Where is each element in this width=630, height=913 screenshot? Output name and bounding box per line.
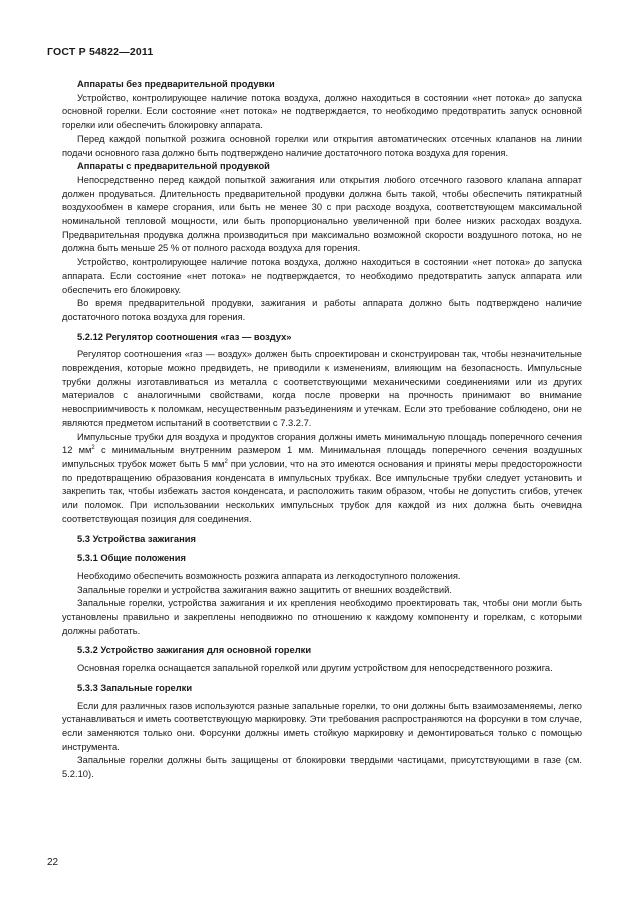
paragraph: Запальные горелки и устройства зажигания важно защитить от внешних воздействий. <box>77 584 452 595</box>
paragraph: Во время предварительной продувки, зажигания и работы аппарата должно быть подтверждено наличие достаточного потока воздуха для горения. <box>62 298 582 322</box>
heading-with-purge: Аппараты с предварительной продувкой <box>77 161 270 172</box>
text-part: с минимальным внутренним размером 1 мм. Минимальная площадь поперечного сечения воздушных импульсных трубок может быть 5 мм <box>62 445 582 469</box>
document-header: ГОСТ Р 54822—2011 <box>47 46 154 58</box>
paragraph: Основная горелка оснащается запальной горелкой или другим устройством для непосредственного розжига. <box>77 663 553 674</box>
paragraph: Запальные горелки должны быть защищены от блокировки твердыми частицами, присутствующими в газе (см. 5.2.10). <box>62 755 582 780</box>
text-part: при условии, что на это имеются основания и приняты меры предосторожности по предотвращению образования конденсата в импульсных трубках. Все импульсные трубки следует установить и закрепить так, чтобы избежать застоя конденсата, и расположить таким образом, чтобы не допустить сгибов, утечек или поломок. При использовании нескольких импульсных трубок для каждой из них должна быть очевидна соответствующая позиция для соединения. <box>62 458 582 524</box>
section-heading-5-2-12: 5.2.12 Регулятор соотношения «газ — воздух» <box>77 331 292 342</box>
paragraph: Регулятор соотношения «газ — воздух» должен быть спроектирован и сконструирован так, чтобы незначительные повреждения, которые можно предвидеть, не приводили к изменениям, влияющим на безопасность. Импульсные трубки должны изготавливаться из металла с соответствующими механическими соединениями или из других материалов с аналогичными свойствами, когда после проверки на прочность принимают во внимание невосприимчивость к поломкам, несущественным разъединениям и утечкам. Если это требование соблюдено, они не являются предметом испытаний в соответствии с 7.3.2.7. <box>62 349 582 428</box>
section-heading-5-3-1: 5.3.1 Общие положения <box>77 553 186 564</box>
paragraph-impulse-tubes <box>62 431 582 527</box>
paragraph: Устройство, контролирующее наличие потока воздуха, должно находиться в состоянии «нет потока» до запуска аппарата. Если состояние «нет потока» не подтверждается, то необходимо предотвратить запуск аппарата или обеспечить его блокировку. <box>62 257 582 295</box>
text-part: Импульсные трубки для воздуха и продуктов сгорания должны иметь минимальную площадь поперечного сечения 12 мм <box>62 431 582 456</box>
section-heading-5-3: 5.3 Устройства зажигания <box>77 533 196 544</box>
superscript: 2 <box>224 458 228 465</box>
heading-no-purge: Аппараты без предварительной продувки <box>77 79 275 89</box>
paragraph: Устройство, контролирующее наличие потока воздуха, должно находиться в состоянии «нет потока» до запуска основной горелки. Если состояние «нет потока» не подтверждается, то необходимо предотвратить запуск основной горелки или обеспечить блокировку аппарата. <box>62 92 582 131</box>
page-body <box>62 78 582 782</box>
paragraph: Необходимо обеспечить возможность розжига аппарата из легкодоступного положения. <box>77 570 461 581</box>
paragraph: Если для различных газов используются разные запальные горелки, то они должны быть взаимозаменяемы, легко устанавливаться и иметь соответствующую маркировку. Эти требования распространяются на форсунки в том случае, если заменяются только они. Форсунки должны иметь стойкую маркировку и демонтироваться только с помощью инструмента. <box>62 700 582 752</box>
section-heading-5-3-2: 5.3.2 Устройство зажигания для основной горелки <box>77 645 312 656</box>
section-heading-5-3-3: 5.3.3 Запальные горелки <box>77 682 193 693</box>
paragraph: Перед каждой попыткой розжига основной горелки или открытия автоматических отсечных клапанов на линии подачи основного газа должно быть подтверждено наличие достаточного потока воздуха для горения. <box>62 133 582 158</box>
page-number: 22 <box>47 857 59 868</box>
paragraph: Запальные горелки, устройства зажигания и их крепления необходимо проектировать так, чтобы они могли быть установлены правильно и закреплены неподвижно по отношению к каждому компоненту и горелкам, с которыми должны работать. <box>62 598 582 636</box>
superscript: 2 <box>91 445 95 452</box>
paragraph: Непосредственно перед каждой попыткой зажигания или открытия любого отсечного газового клапана аппарат должен продуваться. Длительность предварительной продувки должна быть такой, чтобы обеспечить пятикратный воздухообмен в камере сгорания, или быть не менее 30 с при расходе воздуха, соответствующем максимальной номинальной тепловой мощности, или быть пропорционально увеличенной при более низких расходах воздуха. Предварительная продувка должна производиться при максимально возможной скорости воздушного потока, но не должна быть меньше 25 % от полного расхода воздуха для горения. <box>62 174 582 254</box>
